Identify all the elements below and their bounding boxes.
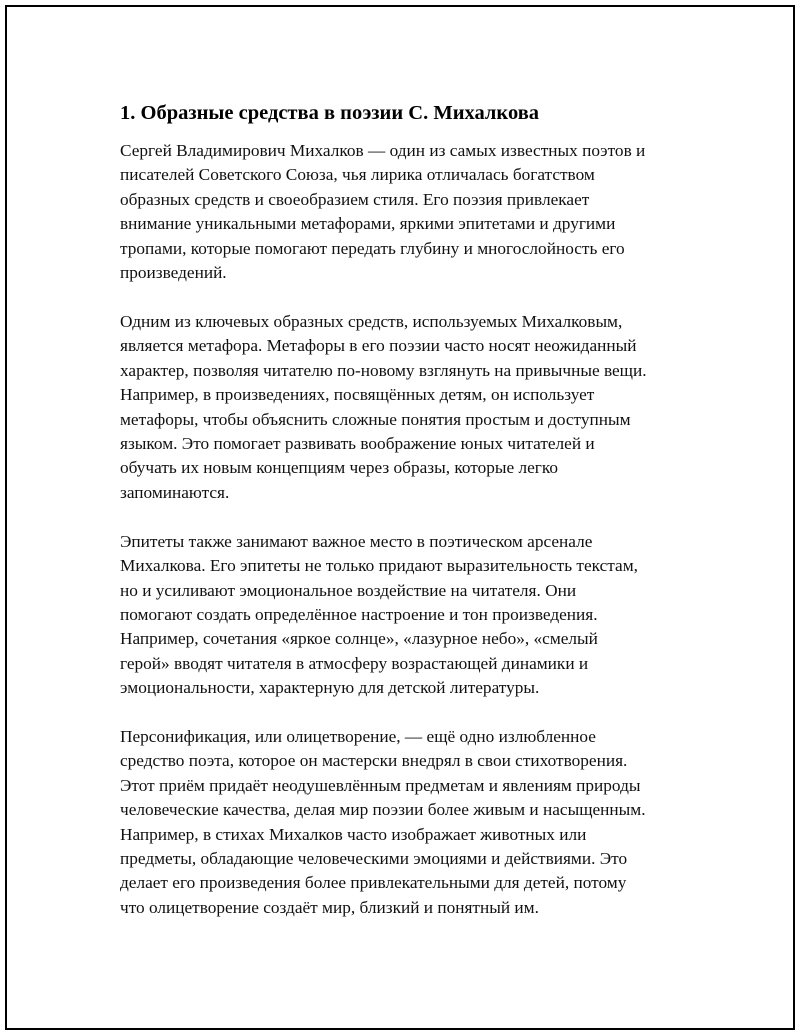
paragraph-line: языком. Это помогает развивать воображение юных читателей и xyxy=(120,433,595,453)
paragraph-line: Одним из ключевых образных средств, используемых Михалковым, xyxy=(120,311,623,331)
paragraph-line: Сергей Владимирович Михалков — один из самых известных поэтов и xyxy=(120,141,646,160)
body-paragraph xyxy=(120,725,700,920)
paragraph-line: делает его произведения более привлекательными для детей, потому xyxy=(120,873,627,893)
paragraph-container xyxy=(120,139,700,920)
body-paragraph xyxy=(120,139,700,285)
paragraph-line: метафоры, чтобы объяснить сложные понятия простым и доступным xyxy=(120,409,631,429)
paragraph-line: образных средств и своеобразием стиля. Его поэзия привлекает xyxy=(120,189,590,209)
paragraph-line: тропами, которые помогают передать глубину и многослойность его xyxy=(120,238,625,258)
paragraph-line: человеческие качества, делая мир поэзии более живым и насыщенным. xyxy=(120,800,646,820)
paragraph-line: характер, позволяя читателю по-новому взглянуть на привычные вещи. xyxy=(120,360,647,380)
body-paragraph xyxy=(120,530,700,701)
paragraph-line: герой» вводят читателя в атмосферу возрастающей динамики и xyxy=(120,653,589,673)
paragraph-line: что олицетворение создаёт мир, близкий и понятный им. xyxy=(120,897,539,917)
paragraph-line: Например, сочетания «яркое солнце», «лазурное небо», «смелый xyxy=(120,629,598,649)
paragraph-line: является метафора. Метафоры в его поэзии часто носят неожиданный xyxy=(120,336,637,356)
paragraph-line: помогают создать определённое настроение и тон произведения. xyxy=(120,604,598,624)
paragraph-line: предметы, обладающие человеческими эмоциями и действиями. Это xyxy=(120,849,628,869)
paragraph-line: Например, в произведениях, посвящённых детям, он использует xyxy=(120,385,595,405)
paragraph-line: обучать их новым концепциям через образы, которые легко xyxy=(120,458,559,478)
paragraph-line: средство поэта, которое он мастерски внедрял в свои стихотворения. xyxy=(120,751,628,771)
paragraph-line: Михалкова. Его эпитеты не только придают выразительность текстам, xyxy=(120,556,638,576)
paragraph-line: Этот приём придаёт неодушевлённым предметам и явлениям природы xyxy=(120,775,641,795)
paragraph-line: запоминаются. xyxy=(120,482,230,502)
paragraph-line: Эпитеты также занимают важное место в поэтическом арсенале xyxy=(120,531,593,551)
paragraph-line: Персонификация, или олицетворение, — ещё одно излюбленное xyxy=(120,727,596,747)
paragraph-line: но и усиливают эмоциональное воздействие на читателя. Они xyxy=(120,580,577,600)
page-border xyxy=(5,5,795,1030)
paragraph-line: произведений. xyxy=(120,263,227,283)
paragraph-line: Например, в стихах Михалков часто изображает животных или xyxy=(120,824,587,844)
section-heading: 1. Образные средства в поэзии С. Михалкова xyxy=(120,102,540,124)
paragraph-line: внимание уникальными метафорами, яркими эпитетами и другими xyxy=(120,214,616,234)
paragraph-line: эмоциональности, характерную для детской литературы. xyxy=(120,678,540,698)
document-body xyxy=(120,99,700,945)
paragraph-line: писателей Советского Союза, чья лирика отличалась богатством xyxy=(120,165,595,185)
body-paragraph xyxy=(120,310,700,505)
